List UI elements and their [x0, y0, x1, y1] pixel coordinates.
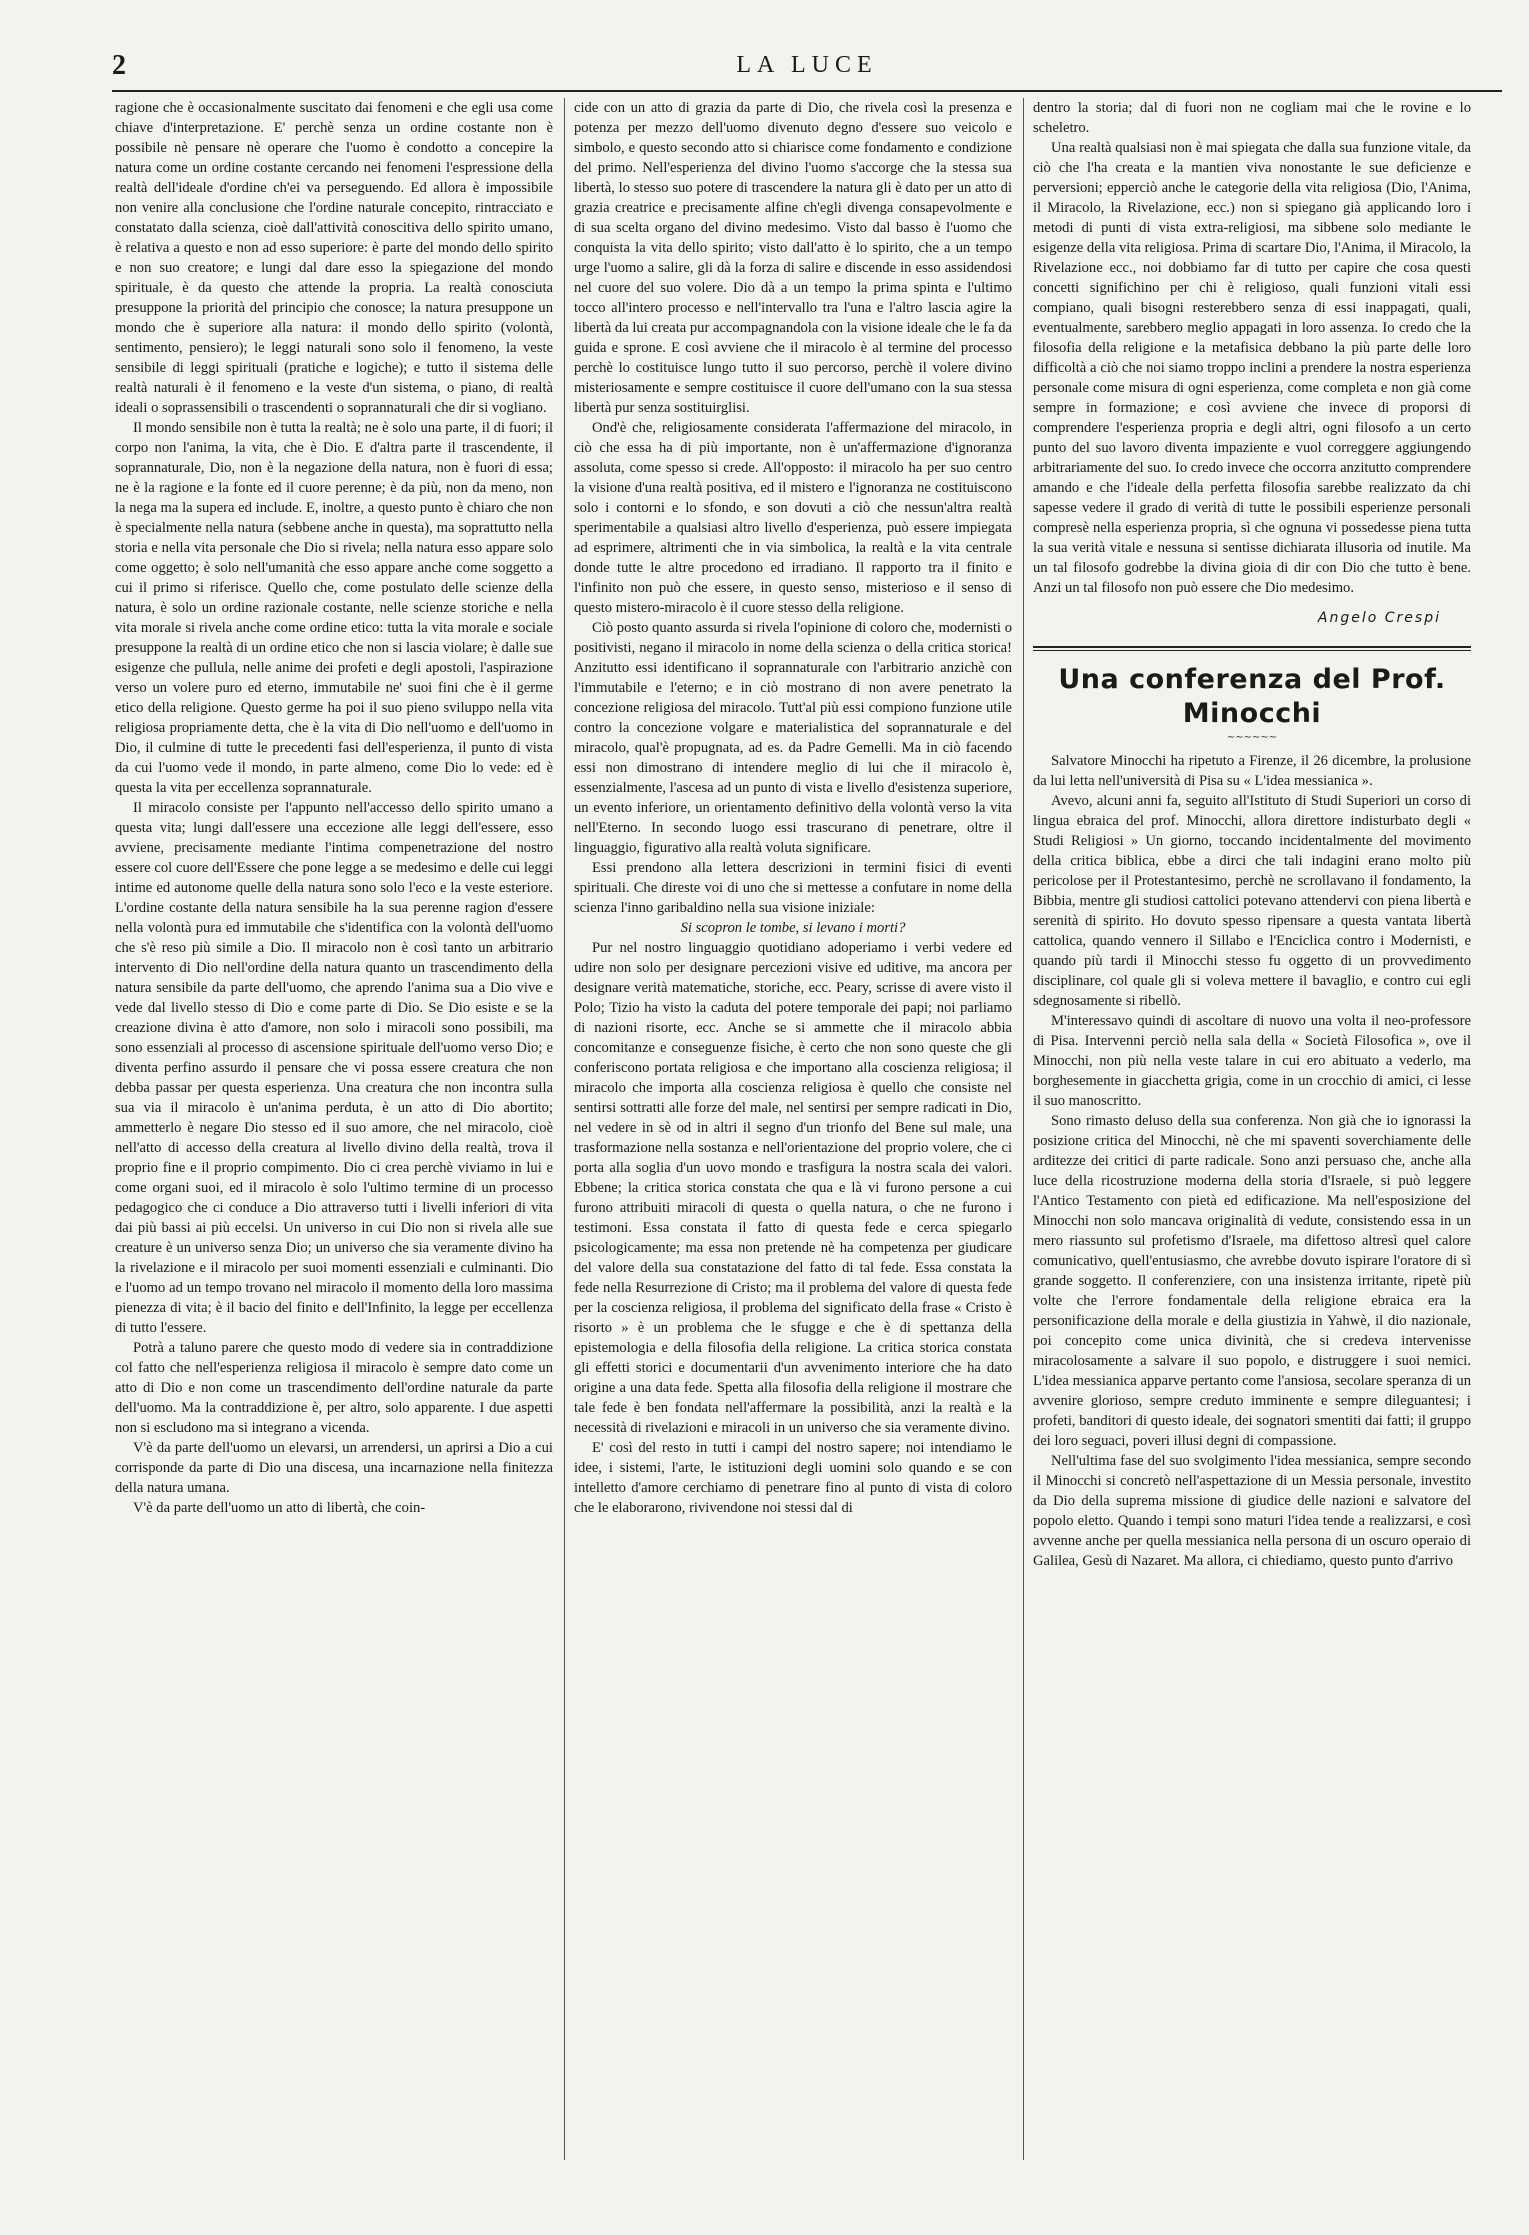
column-1 — [115, 98, 553, 2163]
paragraph: cide con un atto di grazia da parte di Dio, che rivela così la presenza e potenza per mezzo dell'uomo divenuto degno d'essere suo veicolo e simbolo, e questo secondo atto si chiarisce come fondamento e condizione del primo. Nell'esperienza del divino l'uomo s'accorge che la stessa sua libertà, lo stesso suo potere di trascendere la natura gli è dato per un atto di grazia creatrice e precisamente alfine ch'egli divenga consapevolmente e di sua scelta organo del divino medesimo. Visto dal basso è l'uomo che conquista la vita dello spirito; visto dall'atto è lo spirito, che a un tempo urge l'uomo a salire, gli dà la forza di salire e discende in esso assidendosi nel cuore del suo volere. Dio dà a un tempo la prima spinta e l'ultimo tocco all'intero processo e nell'intervallo tra l'una e l'altro lascia agire la libertà da lui creata pur accompagnandola con la visione ideale che le fa da guida e sprone. E così avviene che il miracolo è al termine del processo perchè lo costituisce lungo tutto il suo percorso, perchè il volere divino misteriosamente e sempre costituisce il cuore dell'umano con la sua stessa libertà pur senza sostituirglisi. — [574, 100, 1012, 416]
paragraph: Pur nel nostro linguaggio quotidiano adoperiamo i verbi vedere ed udire non solo per designare percezioni visive ed uditive, ma ancora per designare verità matematiche, storiche, ecc. Peary, scrisse di avere visto il Polo; Tizio ha visto la caduta del potere temporale dei papi; noi parliamo di nazioni risorte, ecc. Anche se si ammette che il miracolo abbia concomitanze e conseguenze fisiche, è certo che non sono queste che gli conferiscono portata religiosa e che importano alla coscienza religiosa; il miracolo che importa alla coscienza religiosa è quello che consiste nel sentirsi sottratti alle forze del male, nel sentirsi per sempre radicati in Dio, nel vedere in sè od in altri il segno d'un trionfo del Bene sul male, una trasformazione nella sostanza e nell'orientazione del proprio volere, che ci porta alla soglia d'un uovo mondo e trasfigura la nostra scala dei valori. Ebbene; la critica storica constata che qua e là vi furono persone a cui furono attribuiti miracoli di questa o quella natura, o che ne furono i testimoni. Essa constata il fatto di questa fede e cerca spiegarlo psicologicamente; ma essa non pretende nè ha competenza per giudicare del valore della sua constatazione del fatto di tal fede. Essa constata la fede nella Resurrezione di Cristo; ma il problema del valore di questa fede per la coscienza religiosa, il problema del significato della frase « Cristo è risorto » è un problema che le sfugge e che è di spettanza della epistemologia e della filosofia della religione. La critica storica constata gli effetti storici e documentarii d'un avvenimento interiore che ha dato origine a una data fede. Spetta alla filosofia della religione il mostrare che tale fede è ben fondata nell'affermare la possibilità, anzi la realtà e la necessità di rivelazioni e miracoli in un universo che sia veramente divino. — [574, 940, 1012, 1436]
title-ornament: ∼∼∼∼∼∼ — [1226, 732, 1278, 743]
paragraph: M'interessavo quindi di ascoltare di nuovo una volta il neo-professore di Pisa. Intervenni perciò nella sala della « Società Filosofica », ove il Minocchi, non più nella veste talare in cui ero abituato a vederlo, ma borghesemente in giacchetta grigia, come in un crocchio di amici, ci lesse il suo manoscritto. — [1033, 1013, 1471, 1109]
column-3 — [1033, 98, 1471, 2163]
paragraph: Ciò posto quanto assurda si rivela l'opinione di coloro che, modernisti o positivisti, negano il miracolo in nome della scienza o della critica storica! Anzitutto essi identificano il soprannaturale con l'arbitrario anzichè con l'immutabile e l'eterno; e in ciò mostrano di non avere penetrato la concezione religiosa del miracolo. Tutt'al più essi compiono funzione utile contro la concezione volgare e materialistica del soprannaturale e del miracolo, qual'è propugnata, ad es. da Padre Gemelli. Ma in ciò facendo essi non dimostrano di intendere meglio di lui che il miracolo è, essenzialmente, l'ascesa ad un punto di vista e livello d'esistenza superiore, un evento inferiore, un orientamento definitivo della volontà verso la vita nell'Eterno. In secondo luogo essi trascurano di penetrare, oltre il linguaggio, figurativo alla realtà voluta significare. — [574, 620, 1012, 856]
paragraph: V'è da parte dell'uomo un atto di libertà, che coin- — [133, 1500, 426, 1516]
author-signature: Angelo Crespi — [1317, 610, 1441, 626]
column-divider — [1023, 98, 1024, 2160]
paragraph: Essi prendono alla lettera descrizioni in termini fisici di eventi spirituali. Che direste voi di uno che si mettesse a confutare in nome della scienza l'inno garibaldino nella sua visione iniziale: — [574, 860, 1012, 916]
paragraph: E' così del resto in tutti i campi del nostro sapere; noi intendiamo le idee, i sistemi, l'arte, le istituzioni degli uomini solo quando e se con intelletto d'amore cerchiamo di penetrare fino al punto di vista di coloro che le elaborarono, rivivendone noi stessi dal di — [574, 1440, 1012, 1516]
paragraph: Salvatore Minocchi ha ripetuto a Firenze, il 26 dicembre, la prolusione da lui letta nell'università di Pisa su « L'idea messianica ». — [1033, 753, 1471, 789]
poem-verse: Si scopron le tombe, si levano i morti? — [680, 920, 906, 936]
page-number: 2 — [112, 50, 126, 81]
column-2 — [574, 98, 1012, 2163]
section-divider — [1033, 646, 1471, 651]
paragraph: Potrà a taluno parere che questo modo di vedere sia in contraddizione col fatto che nell'esperienza religiosa il miracolo è sempre dato come un atto di Dio e non come un trascendimento dell'ordine naturale da parte dell'uomo. Ma la contraddizione è, per altro, solo apparente. I due aspetti non si escludono ma si integrano a vicenda. — [115, 1340, 553, 1436]
article-title: Una conferenza del Prof. Minocchi — [1058, 664, 1446, 729]
header-rule — [112, 90, 1502, 92]
paragraph: Nell'ultima fase del suo svolgimento l'idea messianica, sempre secondo il Minocchi si concretò nell'aspettazione di un Messia personale, investito da Dio della suprema missione di giudice delle nazioni e salvatore del popolo eletto. Quando i tempi sono maturi l'idea tende a realizzarsi, e così avvenne anche per quella messianica nella persona di un oscuro operaio di Galilea, Gesù di Nazaret. Ma allora, ci chiediamo, questo punto d'arrivo — [1033, 1453, 1471, 1569]
paragraph: Avevo, alcuni anni fa, seguito all'Istituto di Studi Superiori un corso di lingua ebraica del prof. Minocchi, allora direttore indisturbato degli « Studi Religiosi » Un giorno, toccando incidentalmente del movimento della critica biblica, ebbe a dirci che tali indagini erano molto più pericolose per il Protestantesimo, perchè ne scrollavano il fondamento, la Bibbia, mentre gli studiosi cattolici potevano attendervi con piena libertà e serenità di spirito. Ho dovuto spesso ripensare a questa vantata libertà cattolica, quando vennero il Sillabo e l'Enciclica contro i Modernisti, e quando più tardi il Minocchi stesso fu oggetto di un provvedimento disciplinare, col quale gli si voleva mettere il bavaglio, e contro cui egli sdegnosamente si ribellò. — [1033, 793, 1471, 1009]
paragraph: Sono rimasto deluso della sua conferenza. Non già che io ignorassi la posizione critica del Minocchi, nè che mi spaventi soverchiamente delle arditezze dei critici di parte radicale. Sono anzi persuaso che, anche alla luce della ricostruzione moderna della storia d'Israele, si può leggere l'Antico Testamento con pietà ed edificazione. Ma nell'esposizione del Minocchi non solo mancava originalità di vedute, consistendo essa in un mero riassunto sul profetismo d'Israele, ma difettoso altresì quel calore comunicativo, quell'entusiasmo, che avrebbe dovuto ispirare l'oratore di sì grande soggetto. Il conferenziere, con una insistenza irritante, ripetè più volte che l'errore fondamentale della religione ebraica era la personificazione della morale e della giustizia in Yahwè, il dio nazionale, poi concepito come unica divinità, che si credeva intervenisse miracolosamente a salvare il suo popolo, e distruggere i suoi nemici. L'idea messianica apparve pertanto come l'ansiosa, secolare speranza di un avvenire glorioso, sempre creduto imminente e sempre dileguantesi; i profeti, banditori di questo ideale, dei sognatori smentiti dai fatti; il gruppo dei loro seguaci, poveri illusi degni di compassione. — [1033, 1113, 1471, 1449]
column-divider — [564, 98, 565, 2160]
paragraph: V'è da parte dell'uomo un elevarsi, un arrendersi, un aprirsi a Dio a cui corrisponde da parte di Dio una discesa, una incarnazione nella finitezza della natura umana. — [115, 1440, 553, 1496]
page-header — [112, 46, 1502, 86]
paragraph: Ond'è che, religiosamente considerata l'affermazione del miracolo, in ciò che essa ha di più importante, non è un'affermazione d'ignoranza assoluta, come spesso si crede. All'opposto: il miracolo ha per suo centro la visione d'una realtà positiva, ed il mistero e l'ignoranza ne costituiscono solo i contorni e lo sfondo, e son dovuti a ciò che nessun'altra realtà sperimentabile a qualsiasi altro livello d'esperienza, può essere impiegata ad esprimere, altrimenti che in via simbolica, la realtà e la vita centrale donde tutte le altre procedono ed irradiano. Il rapporto tra il finito e l'infinito non può che essere, in questo senso, misterioso e il senso di questo mistero-miracolo è il cuore stesso della religione. — [574, 420, 1012, 616]
paragraph: Il miracolo consiste per l'appunto nell'accesso dello spirito umano a questa vita; lungi dall'essere una eccezione alle leggi dell'essere, esso avviene, precisamente mediante l'intima compenetrazione del nostro essere col cuore dell'Essere che pone legge a se medesimo e delle cui leggi intime ed autonome quelle della natura sono solo l'eco e la veste esteriore. L'ordine costante della natura sensibile ha la sua perenne ragion d'essere nella volontà pura ed immutabile che s'identifica con la volontà dell'uomo che s'è reso più simile a Dio. Il miracolo non è così tanto un arbitrario intervento di Dio nell'ordine della natura quanto un trascendimento della natura sensibile da parte dell'uomo, che aprendo l'anima sua a Dio vive e vede dal livello stesso di Dio e come parte di Dio. Se Dio esiste e se la creazione divina è atto d'amore, non solo i miracoli sono possibili, ma sono essenziali al processo di ascensione spirituale dell'uomo verso Dio; e diventa perfino assurdo il pensare che vi possa essere creatura che non debba passar per questa esperienza. Una creatura che non incontra sulla sua via il miracolo è un'anima perduta, è un atto di Dio abortito; ammetterlo è negare Dio stesso ed il suo amore, che nel miracolo, cioè nell'atto di accesso della creatura al livello divino della realtà, trova il proprio fine e il proprio compimento. Dio ci crea perchè viviamo in lui e come organi suoi, ed il miracolo è solo l'ultimo termine di un processo pedagogico che ci conduce a Dio attraverso tutti i livelli inferiori di vita dai più bassi ai più eccelsi. Un universo in cui Dio non si rivela alle sue creature è un universo senza Dio; un universo che sia veramente divino ha la rivelazione e il miracolo per suoi momenti essenziali e culminanti. Dio e l'uomo ad un tempo trovano nel miracolo il momento della loro massima pienezza di vita; è il bacio del finito e dell'Infinito, la legge per eccellenza di tutto l'essere. — [115, 800, 553, 1336]
paragraph: ragione che è occasionalmente suscitato dai fenomeni e che egli usa come chiave d'interpretazione. E' perchè senza un ordine costante non è possibile nè pensare nè operare che l'uomo è condotto a concepire la natura come un ordine costante cercando nei fenomeni l'espressione della realtà dell'ideale d'ordine ch'ei va perseguendo. Ed allora è impossibile non venire alla conclusione che l'ordine naturale concepito, rintracciato e constatato dalla scienza, cioè dall'attività conoscitiva dello spirito umano, è relativa a questo e non ad esso superiore: è parte del mondo dello spirito e non suo creatore; e lungi dal dare esso la spiegazione del mondo spirituale, è da questo che attende la propria. La realtà conosciuta presuppone la priorità del principio che conosce; la natura presuppone un mondo che è superiore alla natura: il mondo dello spirito (volontà, sentimento, pensiero); le leggi naturali sono solo il fenomeno, la veste sensibile di leggi spirituali (pratiche e logiche); e tutto il sistema delle realtà naturali è il fenomeno e la veste d'un sistema, o piano, di realtà ideali o soprassensibili o trascendenti o soprannaturali che dir si vogliano. — [115, 100, 553, 416]
paragraph: dentro la storia; dal di fuori non ne cogliam mai che le rovine e lo scheletro. — [1033, 100, 1471, 136]
paragraph: Il mondo sensibile non è tutta la realtà; ne è solo una parte, il di fuori; il corpo non l'anima, la vita, che è Dio. E d'altra parte il trascendente, il soprannaturale, Dio, non è la negazione della natura, non è fuori di essa; ne è la ragione e la fonte ed il cuore perenne; è da più, non da meno, non la nega ma la supera ed include. E, inoltre, a questo punto è chiaro che non è specialmente nella natura (sebbene anche in questa), ma soprattutto nella storia e nella vita personale che Dio si rivela; nella natura esso appare solo come oggetto; è solo nell'umanità che esso appare anche come soggetto a cui il primo si riferisce. Quello che, come postulato delle scienze della natura, è solo un ordine razionale costante, nelle scienze storiche e nella vita morale si rivela anche come ordine etico: tutta la vita morale e sociale presuppone la realtà di un ordine etico che non si lascia violare; è dalle sue esigenze che pullula, nelle anime dei profeti e degli apostoli, l'aspirazione verso un volere puro ed eterno, immutabile ne' suoi fini che è il germe etico della religione. Questo germe ha poi il suo pieno sviluppo nella vita religiosa propriamente detta, che è la vita di Dio nell'uomo e dell'uomo in Dio, il culmine di tutte le precedenti fasi dell'esperienza, il punto di vista da cui l'uomo vede il mondo, in parte almeno, come Dio lo vede: ed è questa la vita per eccellenza soprannaturale. — [115, 420, 553, 796]
journal-title: LA LUCE — [736, 52, 878, 78]
paragraph: Una realtà qualsiasi non è mai spiegata che dalla sua funzione vitale, da ciò che l'ha creata e la mantien viva nonostante le sue deficienze e perversioni; epperciò anche le categorie della vita religiosa (Dio, l'Anima, il Miracolo, la Rivelazione, ecc.) non si spiegano già applicando loro i metodi di punti di vista extra-religiosi, ma sibbene solo mediante le esigenze della vita religiosa. Prima di scartare Dio, l'Anima, il Miracolo, la Rivelazione ecc., noi dobbiamo far di tutto per capire che cosa questi concetti significhino per chi è religioso, quali funzioni vitali essi compiano, quali bisogni resterebbero senza di essi inappagati, quali, eventualmente, sarebbero meglio appagati in loro assenza. Io credo che la filosofia della religione e la metafisica debbano la più parte delle loro difficoltà a ciò che noi siamo troppo inclini a prendere la nostra esperienza personale come misura di ogni esperienza, come completa e non già come sempre in formazione; e così avviene che invece di proporsi di comprendere l'esperienza propria e degli altri, ogni filosofo a un certo punto del suo lavoro diventa impaziente e vuol correggere aggiungendo arbitrariamente del suo. Io credo invece che occorra anzitutto comprendere amando e che l'ideale della perfetta filosofia sarebbe realizzato da chi sapesse vedere il grado di verità di tutte le possibili esperienze personali compresè nella esperienza propria, sì che ognuna vi possedesse piena tutta la sua verità vitale e nessuna si sentisse dichiarata illusoria od inutile. Ma un tal filosofo godrebbe la divina gioia di dir con Dio che tutto è bene. Anzi un tal filosofo non può essere che Dio medesimo. — [1033, 140, 1471, 596]
